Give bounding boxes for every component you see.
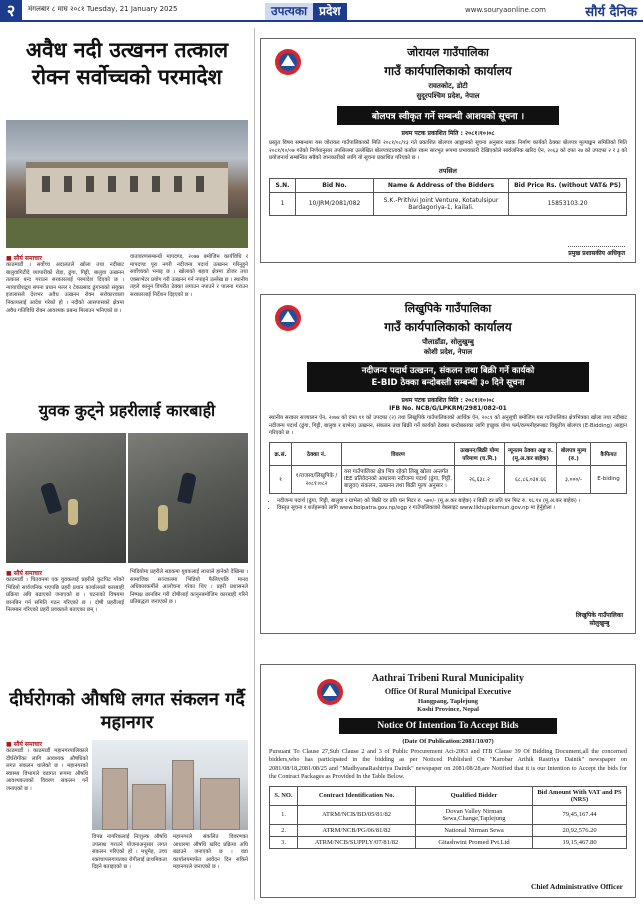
story3-byline: ■ सौर्य समाचार	[6, 741, 42, 748]
notice1-th-sn: S.N.	[270, 178, 296, 192]
notice2-table	[269, 442, 627, 494]
notice1-table	[269, 178, 627, 216]
notice1-th-bidder: Name & Address of the Bidders	[374, 178, 509, 192]
notice2-bullet1: • नदीजन्य पदार्थ (ढुंगा, गिट्टी, बालुवा र ग्राभेल) को बिक्री दर प्रति घन मिटर रु. ५७०/- (मू.अ.कर बाहेक) र बिक्री दर प्रति घन फिट रु. १६.१४ (मू.अ.कर बाहेक) ।	[277, 498, 627, 506]
story3-photo-city	[92, 740, 248, 830]
notice1-body: प्रस्तुत विषय सम्बन्धमा यस जोरायल गाउँपालिकाको मिति २०८१/०८/१३ गते प्रकाशित बोलपत्र आह्वानको सूचना अनुसार सडक निर्माण कार्यको ठेक्का बोलपत्र मूल्याङ्कन समितिको मिति २०८१/१०/०७ गतेको निर्णयानुसार तपसिलमा उल्लेखित बोलपत्रदाताको कबोल रकम सारभूत रूपमा प्रभावकारी देखिएकोले सार्वजनिक खरिद ऐन, २०६३ को दफा २७ को उपदफा २ र ३ को प्रयोजनार्थ सम्बन्धित सबैको जानकारीको लागि यो सूचना प्रकाशित गरिएको छ ।	[269, 140, 627, 162]
story2-col2: भिडियोमा प्रहरीले सडकमा युवकलाई लात्ताले हानेको देखिन्छ । सामाजिक सञ्जालमा भिडियो फैलिएपछि मानव अधिकारकर्मीले आलोचना गरेका थिए । प्रहरी प्रशासनले निष्पक्ष छानबिन गरी दोषीलाई कानुनबमोजिम कारबाही गरिने प्रतिबद्धता जनाएको छ ।	[130, 569, 248, 606]
story1-col1: काठमाडौं । सर्वोच्च अदालतले खोला तथा नदीबाट बालुवागिटीदे व्यापारीको रोडा, ढुंगा, गिट्टी, बालुवा उत्खनन तत्काल बन्द गराउन सरकारलाई परमादेश दिएको छ । न्यायाधीशद्वय सपना प्रधान मल्ल र टेकप्रसाद ढुंगानाको संयुक्त इजलासले देशभर अवैध उत्खनन रोक्न सरोकारवाला निकायलाई आदेश गरेको हो । नदीको आसपासको क्षेत्रमा अवैध गतिविधि रोक्न आवश्यक प्रबन्ध मिलाउन भनिएको छ ।	[6, 262, 124, 314]
notice2-bar-line2: E-BID ठेक्का बन्दोबस्ती सम्बन्धी ३० दिने सूचना	[371, 378, 525, 388]
notice3-body: Pursuant To Clause 27,Sub Clause 2 and 3 of Public Procurement Act-2063 and ITB Clause 39 Of Bidding Document,all the concerned bidders,who has participated in the bidding as per Noticed Published On "Karobar Arthik Rastriya Dainik" newspaper on 2081/08/18,2081/08/25 and "MadhyanaRashtriya Dainik" newspaper on 2081/08/28,are Notified that it is our Intention to Accept the bids for the Contract Packages as Provided In the Table Below.	[269, 748, 627, 781]
notice3-office: Office Of Rural Municipal Executive	[384, 687, 512, 696]
notice2-th-desc: विवरण	[342, 442, 455, 465]
notice3-title-bar: Notice Of Intention To Accept Bids	[339, 718, 557, 734]
notice2-bullets	[277, 498, 627, 513]
notice-likhupike	[260, 294, 636, 634]
story3-col2: विपन्न नागरिकलाई निःशुल्क औषधि उपलब्ध गराउने योजनाअनुसार लगत संकलन गरिएको हो । मधुमेह, उच्च रक्तचापलगायतका रोगीलाई प्राथमिकता दिइने बताइएको छ ।	[92, 834, 167, 871]
notice2-signature	[576, 611, 623, 627]
story3-headline: दीर्घरोगको औषधि लगत संकलन गर्दै महानगर	[9, 689, 245, 733]
story3-col1-wrap	[6, 740, 88, 794]
notice2-th-contract: ठेक्का नं.	[292, 442, 342, 465]
notice2-th-qty: उत्खनन/बिक्री योग्य परिमाण (घ.मि.)	[455, 442, 505, 465]
page-number: २	[0, 0, 22, 22]
story2-photo-police	[6, 433, 248, 563]
column-divider	[254, 28, 255, 900]
notice3-pub-date: (Date Of Publication:2081/10/07)	[402, 738, 494, 745]
notice2-sig2: सोलुखुम्बु	[589, 620, 610, 627]
table-row: 1 10/JRM/2081/082 S.K.-Prithivi Joint Venture, Kotatulsipur Bardagoriya-1, kailali. 15853103.20	[270, 192, 627, 215]
section-tag-a: उपत्यका	[265, 3, 313, 20]
notice1-signature: प्रमुख प्रशासकीय अधिकृत	[568, 246, 625, 257]
notice3-table	[269, 786, 627, 849]
notice3-place1: Hangpang, Taplejung	[418, 698, 478, 705]
notice1-th-price: Bid Price Rs. (without VAT& PS)	[509, 178, 627, 192]
section-tag	[265, 3, 347, 20]
notice3-th-bidder: Qualified Bidder	[416, 786, 533, 805]
notice2-bar-line1: नदीजन्य पदार्थ उत्खनन, संकलन तथा बिक्री गर्ने कार्यको	[361, 366, 535, 376]
notice2-pub-date: प्रथम पटक प्रकाशित मिति : २०८१।१०।०८	[401, 397, 495, 404]
website-url[interactable]: www.souryaonline.com	[465, 6, 546, 14]
notice2-th-price: बोलपत्र मूल्य (रु.)	[557, 442, 591, 465]
notice2-sig1: लिखुपिके गाउँपालिका	[575, 612, 623, 619]
notice1-tapasil: तपसिल	[439, 166, 457, 175]
notice2-bullet2: • विस्तृत सूचना र शर्तहरूको लागि www.bolpatra.gov.np/egp र गाउँपालिकाको वेबसाइट www.likhupikemun.gov.np मा हेर्नुहोला ।	[277, 505, 627, 513]
notice3-signature: Chief Administrative Officer	[530, 882, 623, 891]
notice2-place1: पौलाडाँडा, सोलुखुम्बु	[422, 338, 474, 346]
notice3-place2: Koshi Province, Nepal	[417, 706, 479, 713]
notice1-place1: रावतकोट, डोटी	[428, 82, 468, 90]
notice2-th-sn: क्र.सं.	[270, 442, 292, 465]
story2-body	[6, 569, 248, 615]
notice2-place2: कोशी प्रदेश, नेपाल	[423, 348, 473, 356]
story1-headline: अवैध नदी उत्खनन तत्काल रोक्न सर्वोच्चको परमादेश	[25, 37, 229, 89]
table-row: १ १/राजस्व/लिखुपिके /२०८१।०८२ यस गाउँपालिका क्षेत्र भित्र रहेको लिखु खोला अन्तर्गत IEE प्रतिवेदनको आधारमा नदीजन्य पदार्थ (ढुंगा, गिट्टी, बालुवा) संकलन, उत्खनन तथा बिक्री मूल्य अनुसार । २६,६३८.२ ६८,८६,०३४.६६ ३,०००/- E-biding	[270, 465, 627, 493]
notice1-th-bidno: Bid No.	[296, 178, 374, 192]
notice3-th-sn: S. NO.	[270, 786, 298, 805]
story3-body	[92, 834, 248, 872]
notice1-office: गाउँ कार्यपालिकाको कार्यालय	[384, 64, 512, 78]
notice2-th-min: न्यूनतम ठेक्का अङ्क रु. (मू.अ.कर बाहेक)	[505, 442, 557, 465]
story1-col2: वातावरणसम्बन्धी मापदण्ड, २०७७ बमोजिम कार्यविधि र मापदण्ड पूरा नगरी नदीजन्य पदार्थ उत्खनन गरिनुहुने सर्वोच्चको भनाइ छ । खोलाको बहाव क्षेत्रमा डोजर तथा एक्साभेटर प्रयोग गरी उत्खनन गर्न नपाइने उल्लेख छ । स्थानीय तहले कानुन विपरीत ठेक्का लगाउन नपाउने र पालना गराउन सरकारलाई निर्देशन दिइएको छ ।	[130, 254, 248, 298]
story2-col1: काठमाडौं । चितवनमा एक युवकलाई प्रहरीले कुटपिट गरेको भिडियो सार्वजनिक भएपछि प्रहरी प्रधान कार्यालयले कारबाही प्रक्रिया अघि बढाएको जनाएको छ । घटनाको विषयमा छानबिन गर्न समिति गठन गरिएको छ । दोषी प्रहरीलाई निलम्बन गरिएको प्रहरी प्रवक्ताले बताएका छन् ।	[6, 577, 124, 614]
notice2-title-bar	[307, 362, 589, 392]
notice3-th-amount: Bid Amount With VAT and PS (NRS)	[533, 786, 627, 805]
issue-date: मंगलबार ८ माघ २०८१ Tuesday, 21 January 2025	[28, 5, 178, 13]
story2-headline: युवक कुट्ने प्रहरीलाई कारबाही	[38, 401, 216, 420]
story2-byline: ■ सौर्य समाचार	[6, 570, 42, 577]
notice-joraayal	[260, 38, 636, 263]
story3-col1: काठमाडौं । काठमाडौं महानगरपालिकाले दीर्घरोगीका लागि आवश्यक औषधिको लगत संकलन थालेको छ । महानगरको स्वास्थ्य विभागले वडागत रूपमा औषधि आवश्यकताको विवरण संकलन गर्ने जनाएको छ ।	[6, 748, 88, 792]
notice2-body: स्थानीय सरकार सञ्चालन ऐन, २०७४ को दफा ११ को उपदफा (२) तथा लिखुपिके गाउँपालिकाको आर्थिक ऐन, २०८१ को अनुसूची बमोजिम यस गाउँपालिका क्षेत्रभित्रका खोला तथा नदीबाट नदीजन्य पदार्थ (ढुंगा, गिट्टी, बालुवा र ग्राभेल) उत्खनन, संकलन तथा बिक्री गर्ने कार्यको ठेक्का बन्दोबस्तका लागि इच्छुक योग्य फर्म/कम्पनीहरूबाट विद्युतीय बोलपत्र (E-Bidding) आह्वान गरिएको छ ।	[269, 415, 627, 437]
notice2-office: गाउँ कार्यपालिकाको कार्यालय	[384, 320, 512, 334]
table-row: 3. ATRM/NCB/SUPPLY/07/81/82 Gitashwini Promed Pvt.Ltd 19,15,467.80	[270, 836, 627, 848]
notice2-th-remark: कैफियत	[591, 442, 627, 465]
story1-byline: ■ सौर्य समाचार	[6, 255, 42, 262]
table-row: 2. ATRM/NCB/PG/06/81/82 National Nirman Sewa 20,92,576.20	[270, 824, 627, 836]
notice2-org: लिखुपिके गाउँपालिका	[404, 302, 492, 315]
notice1-title-bar: बोलपत्र स्वीकृत गर्ने सम्बन्धी आशयको सूचना ।	[337, 106, 559, 125]
notice1-org: जोरायल गाउँपालिका	[407, 46, 489, 59]
notice2-ifb: IFB No. NCB/G/LPKRM/2981/082-01	[389, 405, 507, 412]
notice3-th-contract: Contract Identification No.	[298, 786, 416, 805]
section-tag-b: प्रदेश	[313, 3, 346, 20]
notice-aathrai-tribeni	[260, 664, 636, 898]
table-row: 1. ATRM/NCB/BD/05/81/82 Dovan Valley Nirman Sewa,Change,Taplejung 79,45,167.44	[270, 805, 627, 824]
story2-photo-left	[6, 433, 126, 563]
newspaper-logo: सौर्य दैनिक	[585, 5, 637, 20]
story2-photo-right	[128, 433, 248, 563]
masthead	[0, 0, 643, 22]
nepal-emblem-icon	[313, 677, 347, 707]
notice3-org: Aathrai Tribeni Rural Municipality	[371, 673, 525, 684]
nepal-emblem-icon	[271, 47, 305, 77]
story1-body	[6, 254, 248, 315]
story1-photo-supreme-court	[6, 120, 248, 248]
nepal-emblem-icon	[271, 303, 305, 333]
notice1-pub-date: प्रथम पटक प्रकाशित मिति : २०८१।१०।०८	[401, 130, 495, 137]
story3-col3: महानगरले संकलित विवरणका आधारमा औषधि खरिद प्रक्रिया अघि बढाउने जनाएको छ । वडा कार्यालयमार्फत आवेदन दिन सकिने महानगरले जनाएको छ ।	[173, 834, 248, 871]
notice1-place2: सुदूरपश्चिम प्रदेश, नेपाल	[416, 92, 480, 100]
